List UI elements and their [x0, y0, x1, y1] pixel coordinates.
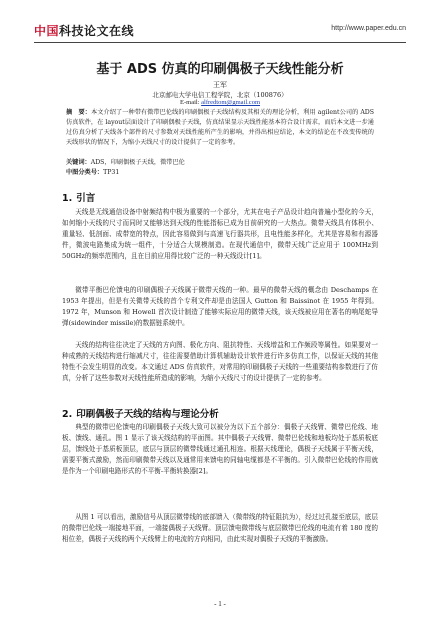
section-1-number: 1.: [62, 193, 73, 204]
section-2-title: 印刷偶极子天线的结构与理论分析: [76, 409, 219, 420]
section-1-paragraph: 微带平衡巴伦馈电的印刷偶极子天线属于微带天线的一种。最早的微带天线的概念由 Deschamps 在 1953 年提出，但是有关微带天线的首个专利文件却是由法国人 Gutton 和 Baissinot 在 1955 年得到。1972 年，Munson 和 Howell 首次设计制造了能够实际应用的微带天线，该天线被应用在著名的响尾蛇导弹(sidewinder missile)的数据链系统中。: [62, 286, 378, 327]
section-2-paragraph: 典型的微带巴伦馈电的印刷偶极子天线大致可以被分为以下五个部分：偶极子天线臂、微带巴伦线、地板、馈线、通孔。图 1 显示了该天线结构的平面图。其中偶极子天线臂、微带巴伦线和地板均处于基质板底层，馈线处于基质板顶层，底层与顶层的微带线通过通孔相连。根据天线理论，偶极子天线属于平衡天线，需要平衡式激励，然而印刷微带天线以及通常用来馈电的同轴电缆都是不平衡的。引入微带巴伦线的作用就是作为一个印刷电路形式的不平衡-平衡转换器[2]。: [62, 423, 378, 475]
section-1-paragraph: 天线是无线通信设备中射频结构中极为重要的一个部分，尤其在电子产品设计趋向普遍小型化的今天，如何缩小天线的尺寸而同时又能够达到天线的性能指标已成为目前研究的一大热点。微带天线具有体积小、重量轻、低剖面、成带宽的特点，因此容易做到与高速飞行器共形，且电性能多样化，尤其是容易和有源器件，微波电路集成为统一组件，十分适合大规模制造。在现代通信中，微带天线广泛应用于 100MHz到 50GHz的频率范围内，且在目前应用得比较广泛的一种天线设计[1]。: [62, 208, 378, 260]
classification-code: TP31: [103, 169, 120, 176]
keywords-label: 关键词：: [66, 159, 91, 166]
abstract-block: [66, 108, 374, 148]
section-1-heading: [62, 190, 95, 204]
paper-title: 基于 ADS 仿真的印刷偶极子天线性能分析: [96, 62, 344, 77]
site-logo[interactable]: [34, 22, 134, 39]
classification-line: [66, 167, 374, 176]
author-email-line: [0, 99, 440, 106]
author-email-link[interactable]: alfredtom@gmail.com: [201, 99, 260, 106]
email-label: E-mail:: [180, 99, 200, 106]
paper-author: 王军: [213, 81, 227, 89]
section-1-title: 引言: [76, 193, 96, 204]
keywords-line: [66, 157, 374, 166]
page-header: [34, 22, 406, 40]
section-1-paragraph: 天线的结构往往决定了天线的方向图、极化方向、阻抗特性、天线增益和工作频段等属性。如果要对一种成熟的天线结构进行缩减尺寸，往往需要借助计算机辅助设计软件进行许多仿真工作，以保证天线的其他特性不会发生明显的改变。本文通过 ADS 仿真软件，对常用的印刷偶极子天线的一些重要结构参数进行了仿真，分析了这些参数对天线性能所造成的影响，为缩小天线尺寸的设计提供了一定的参考。: [62, 341, 378, 382]
keywords-text: ADS，印刷偶极子天线，微带巴伦: [90, 159, 185, 166]
abstract-text: 本文介绍了一种带有微带巴伦线的印刷偶极子天线结构及其相关的理论分析，利用 agilent公司的 ADS仿真软件，在 layout层面设计了印刷偶极子天线，仿真结果显示天线性能基本符合设计需求，而后本文进一步通过仿真分析了天线各个部件的尺寸参数对天线性能所产生的影响，并得出相应结论，本文的结论在不改变传统的天线形状的情况下，为缩小天线尺寸的设计提供了一定的参考。: [66, 109, 375, 146]
logo-brand-text: 科技论文在线: [59, 24, 135, 38]
section-2-paragraph: 从图 1 可以看出，激励信号从顶层微带线的底部馈入（微带线的特征阻抗为），经过过孔接至底层，底层的微带巴伦线一端接地平面，一端接偶极子天线臂。顶层馈电微带线与底层微带巴伦线的电流有着 180 度的相位差，偶极子天线的两个天线臂上的电流的方向相同，由此实现对偶极子天线的平衡激励。: [62, 513, 378, 543]
section-2-number: 2.: [62, 409, 73, 420]
page-number: - 1 -: [214, 600, 226, 608]
abstract-label: 摘 要：: [66, 109, 91, 116]
classification-label: 中图分类号：: [66, 169, 104, 176]
site-url[interactable]: http://www.paper.edu.cn: [331, 25, 406, 32]
paper-affiliation: 北京邮电大学电信工程学院，北京（100876）: [152, 91, 288, 99]
header-divider: [34, 42, 406, 43]
section-2-heading: [62, 406, 219, 420]
logo-cn-text: 中国: [34, 24, 60, 38]
